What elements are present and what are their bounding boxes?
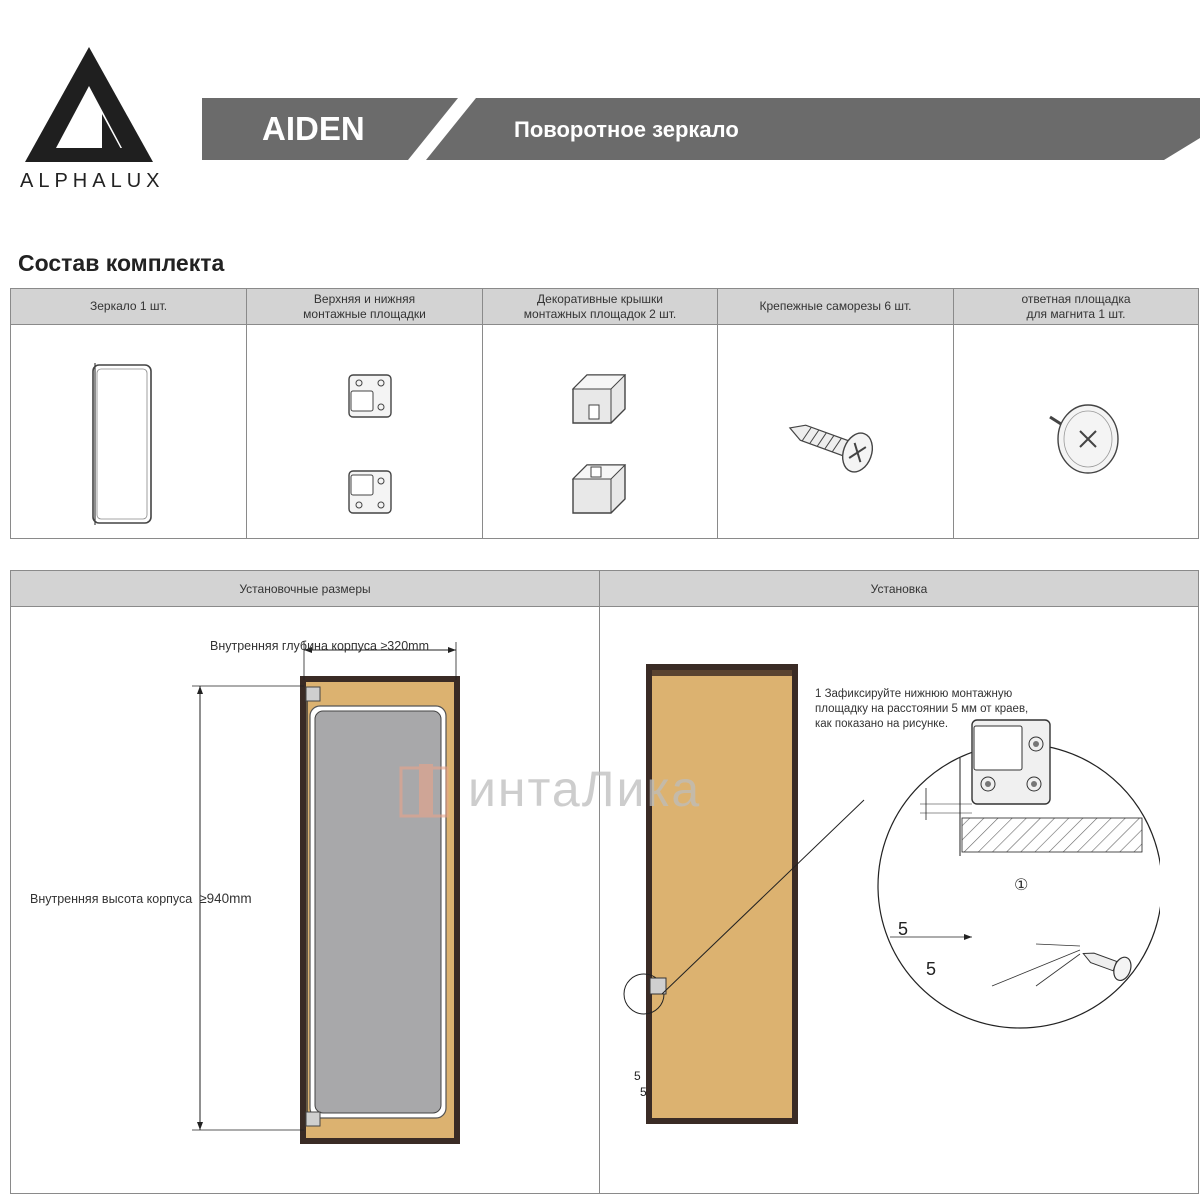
product-description: Поворотное зеркало xyxy=(514,117,739,142)
kit-cell-plates xyxy=(247,325,483,538)
kit-header-magnet: ответная площадка для магнита 1 шт. xyxy=(954,289,1198,325)
step-marker: ① xyxy=(1014,877,1029,894)
height-label: Внутренняя высота корпуса ≥940mm xyxy=(30,891,252,906)
decorative-cover-icon xyxy=(483,325,718,538)
alphalux-logo xyxy=(22,44,156,164)
install-dimensions-header: Установочные размеры xyxy=(11,571,599,607)
kit-cell-screws xyxy=(718,325,954,538)
dim-label-vertical: 5 xyxy=(926,959,937,979)
kit-cell-covers xyxy=(483,325,718,538)
step-instruction: 1 Зафиксируйте нижнюю монтажную площадку на расстоянии 5 мм от краев, как показано на рисунке. xyxy=(815,688,1029,730)
kit-header-covers: Декоративные крышки монтажных площадок 2 шт. xyxy=(483,289,718,325)
dim-label-small-b: 5 xyxy=(640,1085,647,1099)
kit-cell-mirror xyxy=(11,325,247,538)
install-steps-header: Установка xyxy=(600,571,1198,607)
kit-cell-magnet xyxy=(954,325,1198,538)
mirror-icon xyxy=(11,325,247,538)
kit-header-screws: Крепежные саморезы 6 шт. xyxy=(718,289,954,325)
brand-name: ALPHALUX xyxy=(20,170,165,192)
kit-header-plates: Верхняя и нижняя монтажные площадки xyxy=(247,289,483,325)
dim-label-horizontal: 5 xyxy=(898,919,909,939)
kit-title: Состав комплекта xyxy=(18,250,225,276)
screw-icon xyxy=(718,325,954,538)
kit-table xyxy=(10,288,1199,539)
depth-label: Внутренняя глубина корпуса ≥320mm xyxy=(210,639,429,653)
watermark-logo-icon xyxy=(395,760,459,820)
cabinet-dimensions-diagram xyxy=(180,636,480,1176)
model-name: AIDEN xyxy=(262,110,365,147)
kit-header-mirror: Зеркало 1 шт. xyxy=(11,289,247,325)
mounting-plate-icon xyxy=(247,325,483,538)
dim-label-small-a: 5 xyxy=(634,1069,641,1083)
magnet-plate-icon xyxy=(954,325,1198,538)
watermark-text: интаЛика xyxy=(468,761,702,817)
